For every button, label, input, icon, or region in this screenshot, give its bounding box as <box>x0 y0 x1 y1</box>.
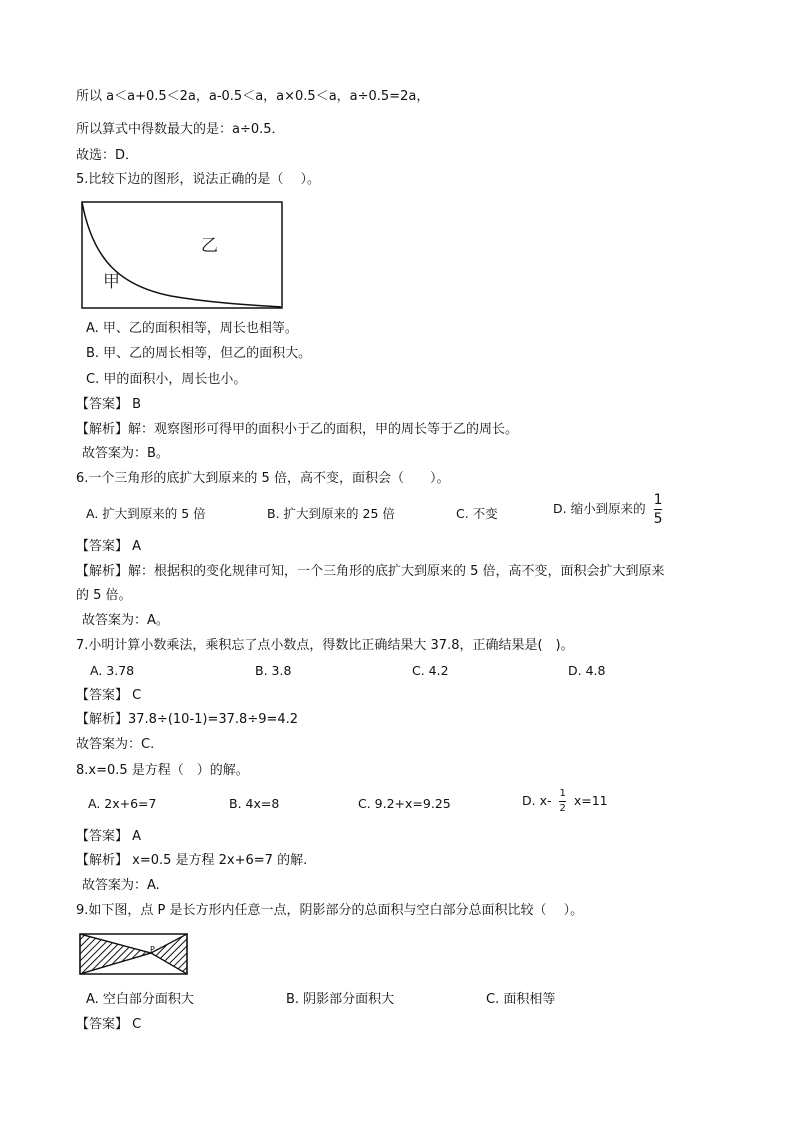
q5-label-jia: 甲 <box>103 272 120 292</box>
q9-shaded-left <box>80 934 151 974</box>
q9-figure <box>79 933 188 975</box>
q6-option-d-text: D. 缩小到原来的 <box>553 501 646 516</box>
q8-final: 故答案为：A. <box>82 878 160 893</box>
q5-figure <box>81 201 283 309</box>
fraction-numerator: 1 <box>559 788 566 799</box>
q7-explanation: 【解析】37.8÷(10-1)=37.8÷9=4.2 <box>76 712 299 727</box>
q6-option-d-fraction <box>654 493 663 526</box>
q9-option-b: B. 阴影部分面积大 <box>286 992 395 1007</box>
question-5: 5.比较下边的图形，说法正确的是（ ）。 <box>76 172 321 187</box>
q6-final: 故答案为：A。 <box>82 613 169 628</box>
question-8: 8.x=0.5 是方程（ ）的解。 <box>76 763 249 778</box>
q5-rectangle <box>82 202 282 308</box>
q6-explanation-2: 的 5 倍。 <box>76 588 132 603</box>
q8-option-d <box>522 789 608 814</box>
q7-option-c: C. 4.2 <box>412 663 449 678</box>
q8-option-a: A. 2x+6=7 <box>88 796 157 811</box>
q5-final: 故答案为：B。 <box>82 446 169 461</box>
fraction-denominator: 2 <box>559 803 566 814</box>
q9-answer: 【答案】 C <box>76 1017 142 1032</box>
q9-option-c: C. 面积相等 <box>486 992 556 1007</box>
q6-option-b: B. 扩大到原来的 25 倍 <box>267 506 395 521</box>
q5-option-a: A. 甲、乙的面积相等，周长也相等。 <box>86 321 298 336</box>
solution-line-2: 所以算式中得数最大的是：a÷0.5． <box>76 122 285 137</box>
fraction-denominator: 5 <box>653 511 663 527</box>
question-7: 7.小明计算小数乘法，乘积忘了点小数点，得数比正确结果大 37.8，正确结果是( )。 <box>76 638 574 653</box>
q7-option-b: B. 3.8 <box>255 663 292 678</box>
q7-option-d: D. 4.8 <box>568 663 606 678</box>
solution-line-1: 所以 a＜a+0.5＜2a，a-0.5＜a，a×0.5＜a，a÷0.5=2a， <box>76 89 430 104</box>
q8-answer: 【答案】 A <box>76 829 142 844</box>
q8-option-d-fraction <box>559 789 565 814</box>
q5-explanation: 【解析】解：观察图形可得甲的面积小于乙的面积，甲的周长等于乙的周长。 <box>76 422 519 437</box>
q6-option-d <box>553 493 666 526</box>
q8-option-d-suffix: x=11 <box>573 793 608 808</box>
q5-option-b: B. 甲、乙的周长相等，但乙的面积大。 <box>86 346 312 361</box>
q6-explanation-1: 【解析】解：根据积的变化规律可知，一个三角形的底扩大到原来的 5 倍，高不变，面积会扩大到原来 <box>76 564 665 579</box>
q8-option-d-prefix: D. x- <box>522 793 552 808</box>
q6-answer: 【答案】 A <box>76 539 142 554</box>
q7-answer: 【答案】 C <box>76 688 142 703</box>
q6-option-a: A. 扩大到原来的 5 倍 <box>86 506 206 521</box>
q9-option-a: A. 空白部分面积大 <box>86 992 194 1007</box>
q9-shaded-right <box>151 934 187 974</box>
q6-option-c: C. 不变 <box>456 506 498 521</box>
fraction-numerator: 1 <box>653 492 663 508</box>
q8-explanation: 【解析】 x=0.5 是方程 2x+6=7 的解. <box>76 853 308 868</box>
q7-final: 故答案为：C. <box>76 737 155 752</box>
q7-option-a: A. 3.78 <box>90 663 135 678</box>
q8-option-c: C. 9.2+x=9.25 <box>358 796 451 811</box>
q8-option-b: B. 4x=8 <box>229 796 280 811</box>
question-9: 9.如下图，点 P 是长方形内任意一点，阴影部分的总面积与空白部分总面积比较（ ）。 <box>76 903 584 918</box>
q5-option-c: C. 甲的面积小，周长也小。 <box>86 372 247 387</box>
solution-line-3: 故选：D． <box>76 148 139 163</box>
q5-answer: 【答案】 B <box>76 397 142 412</box>
q9-label-p: P <box>150 945 155 954</box>
q5-label-yi: 乙 <box>201 236 218 256</box>
question-6: 6.一个三角形的底扩大到原来的 5 倍，高不变，面积会（ ）。 <box>76 471 450 486</box>
